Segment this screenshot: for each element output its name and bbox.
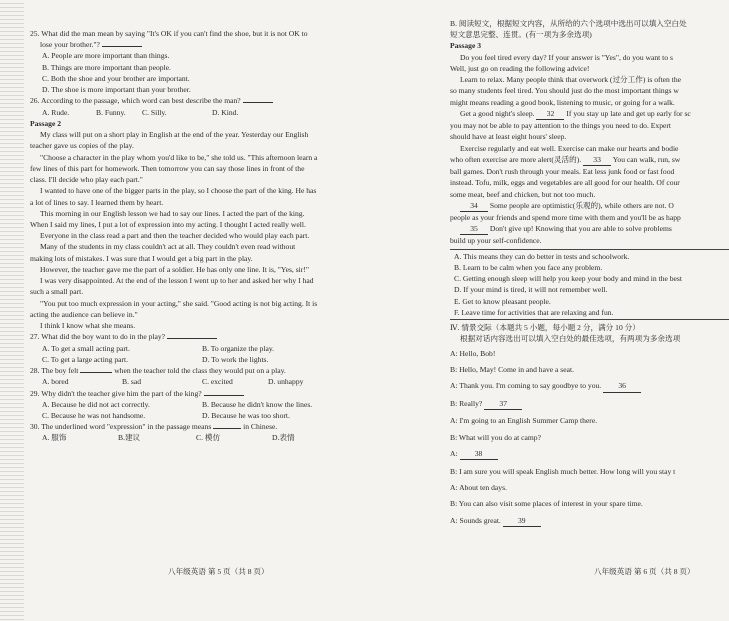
q29-option-d: D. Because he was too short. bbox=[202, 410, 290, 420]
q27-option-a: A. To get a small acting part. bbox=[42, 343, 130, 353]
q30-stem: 30. The underlined word "expression" in the passage means in Chinese. bbox=[30, 422, 278, 432]
q30-option-a: A. 服饰 bbox=[42, 433, 67, 443]
passage3-line: Learn to relax. Many people think that overwork (过分工作) is often the bbox=[460, 75, 682, 85]
passage3-line: people as your friends and spend more time with them and you'll be as happ bbox=[450, 212, 681, 222]
q26-option-d: D. Kind. bbox=[212, 107, 239, 117]
passage3-line-35: 35 Don't give up! Knowing that you are able to solve problems bbox=[450, 223, 729, 235]
q30-option-d: D.表情 bbox=[272, 433, 295, 443]
passage3-line: Do you feel tired every day? If your answer is "Yes", do you want to s bbox=[460, 52, 673, 62]
q28-option-c: C. excited bbox=[202, 377, 233, 387]
q26-option-b: B. Funny. bbox=[96, 107, 126, 117]
q27-option-c: C. To get a large acting part. bbox=[42, 354, 129, 364]
page-5 bbox=[30, 28, 390, 444]
q25-option-d: D. The shoe is more important than your brother. bbox=[42, 85, 191, 95]
q29-option-b: B. Because he didn't know the lines. bbox=[202, 399, 313, 409]
q27-options-row1 bbox=[30, 343, 390, 354]
passage2-line: such a small part. bbox=[30, 287, 84, 297]
passage2-line: My class will put on a short play in English at the end of the year. Yesterday our English bbox=[40, 130, 309, 140]
section-b-intro-2: 短文意思完整、连贯。(有一项为多余选项) bbox=[450, 30, 592, 40]
q27-option-b: B. To organize the play. bbox=[202, 343, 275, 353]
choice-b: B. Learn to be calm when you face any problem. bbox=[454, 262, 603, 272]
passage3-title: Passage 3 bbox=[450, 41, 482, 51]
choice-d: D. If your mind is tired, it will not remember well. bbox=[454, 285, 608, 295]
passage2-line: class. I'll decide who play each part." bbox=[30, 175, 143, 185]
passage3-line: you may not be able to pay attention to the things you need to do. Expert bbox=[450, 121, 672, 131]
choice-a: A. This means they can do better in tests and schoolwork. bbox=[454, 251, 630, 261]
page-6 bbox=[450, 18, 729, 532]
passage3-line-32: Get a good night's sleep. 32 If you stay up late and get up early for sc bbox=[450, 108, 729, 120]
q26-stem: 26. According to the passage, which word can best describe the man? bbox=[30, 95, 390, 106]
passage3-line: so many students feel tired. You should just do the most important things w bbox=[450, 86, 679, 96]
dialogue-line: A: I'm going to an English Summer Camp there. bbox=[450, 416, 598, 426]
dialogue-line: B: You can also visit some places of interest in your spare time. bbox=[450, 499, 643, 509]
dialogue-line: A: About ten days. bbox=[450, 482, 507, 492]
passage2-line: teacher gave us copies of the play. bbox=[30, 141, 134, 151]
q27-stem: 27. What did the boy want to do in the play? bbox=[30, 331, 390, 342]
q27-option-d: D. To work the lights. bbox=[202, 354, 269, 364]
passage2-line: few lines of this part for homework. Then tomorrow you can say those lines in front of the bbox=[30, 163, 305, 173]
passage2-line: acting the audience can believe in." bbox=[30, 309, 138, 319]
q25-option-c: C. Both the shoe and your brother are important. bbox=[42, 73, 190, 83]
q25-stem-line1: 25. What did the man mean by saying "It's OK if you can't find the shoe, but it is not OK to bbox=[30, 29, 308, 38]
passage3-line-33: who often exercise are more alert(灵活的). 33 You can walk, run, sw bbox=[450, 154, 729, 166]
passage2-line: a lot of lines to say. I learned them by heart. bbox=[30, 197, 164, 207]
dialogue-line: A: Thank you. I'm coming to say goodbye to you. 36 bbox=[450, 380, 729, 392]
dialogue bbox=[450, 348, 729, 527]
q25-option-b: B. Things are more important than people. bbox=[42, 62, 171, 72]
page-6-footer: 八年级英语 第 6 页（共 8 页） bbox=[594, 567, 695, 576]
passage2-line: Everyone in the class read a part and then the teacher decided who would play each part. bbox=[40, 231, 310, 241]
dialogue-line: B: Hello, May! Come in and have a seat. bbox=[450, 364, 574, 374]
passage3-line: some meat, beef and chicken, but not too much. bbox=[450, 189, 596, 199]
q30-options bbox=[30, 432, 390, 443]
section4-title: Ⅳ. 情景交际（本题共 5 小题，每小题 2 分，满分 10 分） bbox=[450, 323, 640, 333]
passage2-line: Many of the students in my class couldn't act at all. They couldn't even read without bbox=[40, 242, 296, 252]
q29-options-row2 bbox=[30, 410, 390, 421]
choices-box bbox=[450, 249, 729, 320]
passage3-line: ball games. Don't rush through your meals. Eat less junk food or fast food bbox=[450, 167, 675, 177]
dialogue-line: A: Hello, Bob! bbox=[450, 348, 496, 358]
choice-c: C. Getting enough sleep will help you keep your body and mind in the best bbox=[454, 274, 682, 284]
q27-options-row2 bbox=[30, 354, 390, 365]
q25-stem-line2: lose your brother."? bbox=[30, 39, 390, 50]
passage2-title: Passage 2 bbox=[30, 118, 62, 128]
choice-f: F. Leave time for activities that are relaxing and fun. bbox=[454, 307, 614, 317]
passage2-line: I wanted to have one of the bigger parts in the play, so I choose the part of the king. He has bbox=[40, 186, 317, 196]
q28-options bbox=[30, 376, 390, 387]
q28-option-a: A. bored bbox=[42, 377, 69, 387]
q26-option-a: A. Rude. bbox=[42, 107, 70, 117]
blank-36: 36 bbox=[603, 380, 641, 392]
q28-option-b: B. sad bbox=[122, 377, 141, 387]
passage2-line: When I said my lines, I put a lot of expression into my acting. I thought I acted really well. bbox=[30, 219, 306, 229]
passage2-line: "Choose a character in the play whom you'd like to be," she told us. "This afternoon learn a bbox=[40, 152, 318, 162]
q29-option-a: A. Because he did not act correctly. bbox=[42, 399, 150, 409]
q28-stem: 28. The boy felt when the teacher told the class they would put on a play. bbox=[30, 366, 286, 376]
blank-35: 35 bbox=[460, 223, 488, 235]
q25-option-a: A. People are more important than things. bbox=[42, 51, 170, 61]
passage2-line: I was very disappointed. At the end of the lesson I went up to her and asked her why I had bbox=[40, 276, 314, 286]
blank-37: 37 bbox=[484, 398, 522, 410]
passage3-line: Well, just go on reading the following advice! bbox=[450, 63, 590, 73]
passage2-line: This morning in our English lesson we had to say our lines. I acted the part of the king. bbox=[40, 208, 305, 218]
passage3-line: might means reading a good book, listening to music, or going for a walk. bbox=[450, 97, 675, 107]
passage2-line: "You put too much expression in your acting," she said. "Good acting is not big acting. It is bbox=[40, 298, 318, 308]
page-5-footer: 八年级英语 第 5 页（共 8 页） bbox=[168, 567, 269, 576]
passage3-line-34: 34 Some people are optimistic(乐观的), while others are not. O bbox=[450, 200, 729, 212]
dialogue-line: B: I am sure you will speak English much better. How long will you stay t bbox=[450, 466, 676, 476]
blank-33: 33 bbox=[583, 154, 611, 166]
blank-32: 32 bbox=[536, 108, 564, 120]
choice-e: E. Get to know pleasant people. bbox=[454, 296, 551, 306]
q29-option-c: C. Because he was not handsome. bbox=[42, 410, 146, 420]
passage2-line: making lots of mistakes. I was sure that I would get a big part in the play. bbox=[30, 253, 253, 263]
dialogue-line: B: Really? 37 bbox=[450, 398, 729, 410]
passage2-line: However, the teacher gave me the part of a soldier. He has only one line. It is, "Yes, sir!" bbox=[40, 264, 309, 274]
q29-stem: 29. Why didn't the teacher give him the part of the king? bbox=[30, 388, 390, 399]
passage3-line: Exercise regularly and eat well. Exercise can make our hearts and bodie bbox=[460, 143, 679, 153]
section-b-intro: B. 阅读短文，根据短文内容，从所给的六个选项中选出可以填入空白处 bbox=[450, 19, 687, 28]
dialogue-line: A: Sounds great. 39 bbox=[450, 515, 729, 527]
q30-option-c: C. 模仿 bbox=[196, 433, 221, 443]
dialogue-line: B: What will you do at camp? bbox=[450, 432, 541, 442]
blank-34: 34 bbox=[460, 200, 488, 212]
q26-option-c: C. Silly. bbox=[142, 107, 167, 117]
q29-options-row1 bbox=[30, 399, 390, 410]
section4-instruction: 根据对话内容选出可以填入空白处的最佳选项，有两项为多余选项 bbox=[460, 334, 681, 344]
blank-39: 39 bbox=[503, 515, 541, 527]
passage3-line: build up your self-confidence. bbox=[450, 236, 542, 246]
binding-margin bbox=[0, 0, 24, 621]
dialogue-line: A: 38 bbox=[450, 448, 729, 460]
passage3-line: should have at least eight hours' sleep. bbox=[450, 132, 567, 142]
q28-option-d: D. unhappy bbox=[268, 377, 304, 387]
blank-38: 38 bbox=[460, 448, 498, 460]
passage3-line: instead. Tofu, milk, eggs and vegetables are all good for our health. Of cour bbox=[450, 178, 680, 188]
q26-options bbox=[30, 107, 390, 118]
q30-option-b: B.建议 bbox=[118, 433, 141, 443]
passage2-line: I think I know what she means. bbox=[40, 321, 136, 331]
